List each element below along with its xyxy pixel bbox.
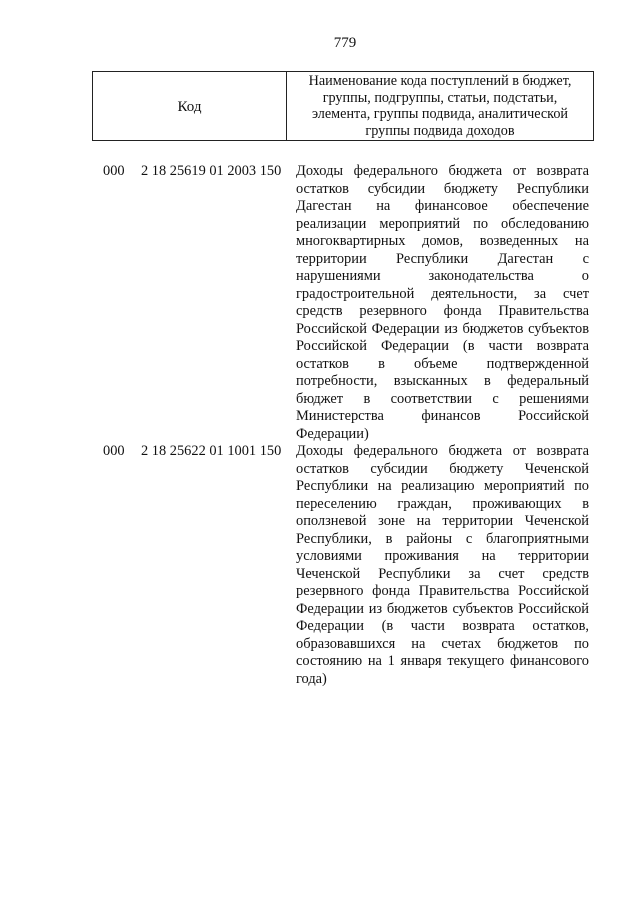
code-column-header: Код <box>93 72 287 140</box>
revenue-code: 2 18 25622 01 1001 150 <box>141 443 282 459</box>
table-header <box>92 71 594 141</box>
name-column-header: Наименование кода поступлений в бюджет, группы, подгруппы, статьи, подстатьи, элемента, группы подвида, аналитической группы подвида доходов <box>308 73 572 139</box>
table-body <box>103 163 591 688</box>
admin-code: 000 <box>103 443 125 459</box>
table-row <box>103 443 591 688</box>
revenue-description: Доходы федерального бюджета от возврата остатков субсидии бюджету Чеченской Республики на реализацию мероприятий по переселению граждан, проживающих в оползневой зоне на территории Чеченской Республики, в районы с благоприятными условиями проживания на территории Чеченской Республики за счет средств резервного фонда Правительства Российской Федерации из бюджетов субъектов Российской Федерации (в части возврата остатков, образовавшихся на счетах бюджетов по состоянию на 1 января текущего финансового года) <box>296 443 589 687</box>
page-number: 779 <box>333 35 357 51</box>
table-row <box>103 163 591 443</box>
revenue-description: Доходы федерального бюджета от возврата остатков субсидии бюджету Республики Дагестан на финансовое обеспечение реализации мероприятий по обследованию многоквартирных домов, возведенных на территории Республики Дагестан с нарушениями законодательства о градостроительной деятельности, за счет средств резервного фонда Правительства Российской Федерации из бюджетов субъектов Российской Федерации (в части возврата остатков в объеме подтвержденной потребности, взысканных в федеральный бюджет в соответствии с решениями Министерства финансов Российской Федерации) <box>296 163 589 442</box>
admin-code: 000 <box>103 163 125 179</box>
revenue-code: 2 18 25619 01 2003 150 <box>141 163 282 179</box>
